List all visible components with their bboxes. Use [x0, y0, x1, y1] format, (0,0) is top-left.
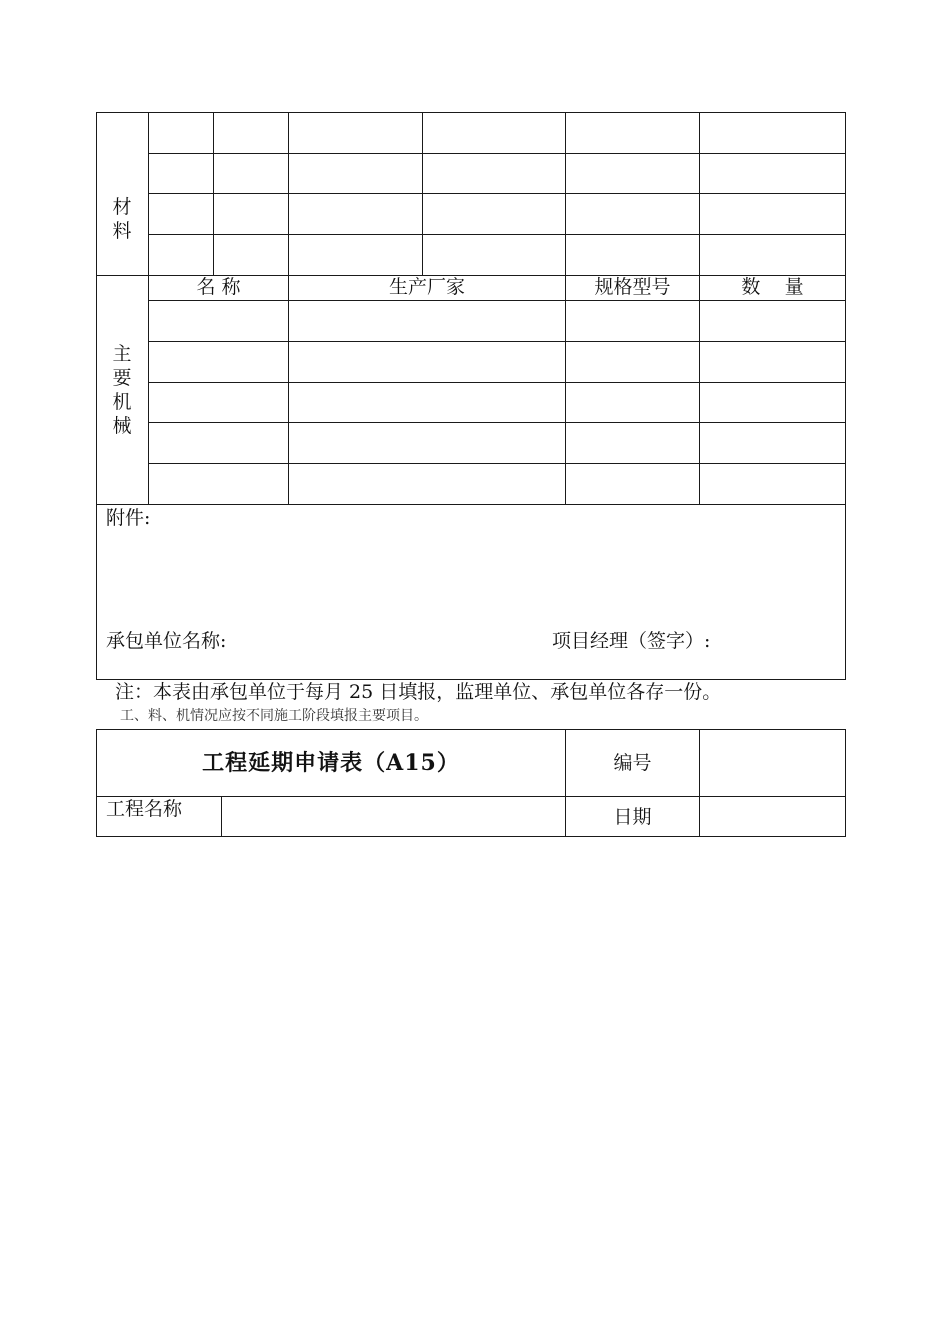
number-field[interactable]: [700, 730, 845, 796]
materials-col-rule: [422, 112, 423, 275]
project-manager-signature-label: 项目经理（签字）:: [552, 630, 711, 652]
contractor-name-label: 承包单位名称:: [106, 630, 227, 652]
machinery-row-rule: [148, 463, 846, 464]
col-rule-manufacturer: [288, 112, 289, 504]
machinery-row-rule: [148, 341, 846, 342]
machinery-row-rule: [148, 382, 846, 383]
materials-col-rule: [213, 112, 214, 275]
date-field[interactable]: [700, 797, 845, 836]
date-label: 日期: [613, 806, 652, 828]
a15-border-bottom: [96, 836, 846, 837]
header-name: 名 称: [196, 276, 241, 298]
header-spec: 规格型号: [594, 276, 671, 298]
machinery-header-rule: [148, 300, 846, 301]
table-border-right: [845, 112, 846, 680]
project-name-field[interactable]: [222, 797, 565, 836]
note-line-2: 工、料、机情况应按不同施工阶段填报主要项目。: [120, 708, 428, 724]
label-column-divider: [148, 112, 149, 504]
form-title: 工程延期申请表（A15）: [202, 750, 460, 776]
a15-border-left: [96, 729, 97, 837]
header-quantity: 数 量: [741, 276, 804, 298]
materials-row-rule: [148, 153, 846, 154]
materials-row-rule: [148, 234, 846, 235]
materials-row-rule: [148, 193, 846, 194]
machinery-section-label: 主要机械: [112, 343, 132, 437]
col-rule-spec: [565, 112, 566, 504]
table-border-left: [96, 112, 97, 680]
project-name-label: 工程名称: [106, 798, 183, 820]
a15-border-right: [845, 729, 846, 837]
number-label: 编号: [613, 752, 652, 774]
table-border-top: [96, 112, 846, 113]
col-rule-quantity: [699, 112, 700, 504]
header-manufacturer: 生产厂家: [388, 276, 465, 298]
table-border-bottom: [96, 679, 846, 680]
attachment-label: 附件:: [106, 507, 151, 529]
machinery-row-rule: [148, 422, 846, 423]
note-line-1: 注：本表由承包单位于每月 25 日填报，监理单位、承包单位各存一份。: [115, 681, 722, 703]
machinery-bottom-rule: [96, 504, 846, 505]
materials-section-label: 材料: [112, 196, 132, 242]
